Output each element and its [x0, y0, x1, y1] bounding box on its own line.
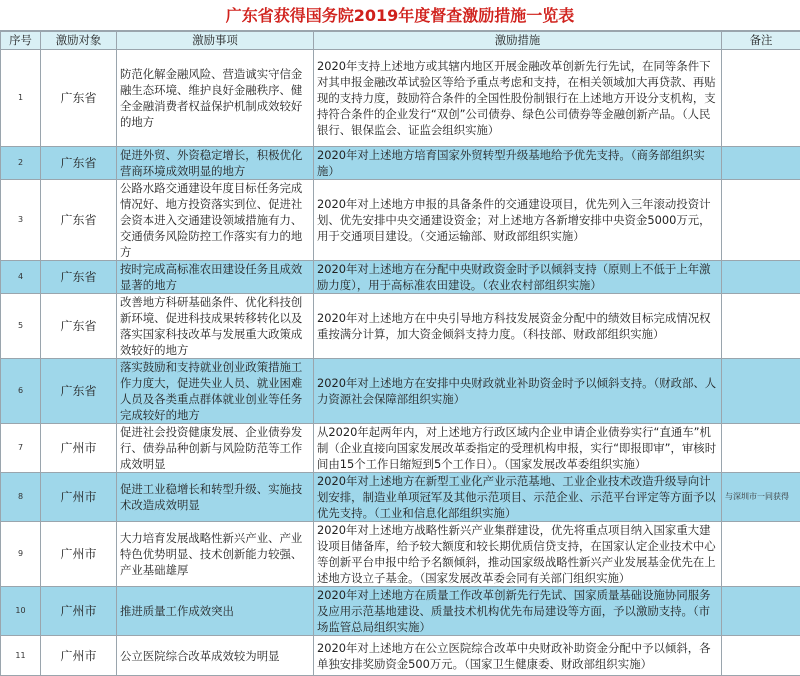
row-target: 广东省 [41, 261, 117, 294]
row-item [117, 50, 314, 147]
row-note [722, 587, 800, 636]
row-target: 广州市 [41, 522, 117, 587]
incentive-table [0, 31, 800, 676]
row-target: 广州市 [41, 473, 117, 522]
table-row [1, 636, 800, 676]
row-item-text: 促进社会投资健康发展、企业债券发行、债券品种创新与风险防范等工作成效明显 [120, 424, 310, 472]
row-item-text: 促进工业稳增长和转型升级、实施技术改造成效明显 [120, 481, 310, 513]
row-note [722, 50, 800, 147]
row-measure [314, 522, 722, 587]
row-note [722, 147, 800, 180]
row-measure-text: 2020年对上述地方在中央引导地方科技发展资金分配中的绩效目标完成情况权重按满分计算，加大资金倾斜支持力度。（科技部、财政部组织实施） [317, 310, 718, 342]
row-measure [314, 424, 722, 473]
row-measure [314, 50, 722, 147]
row-index: 8 [1, 473, 41, 522]
row-index: 6 [1, 359, 41, 424]
header-measure: 激励措施 [314, 32, 722, 50]
row-item-text: 推进质量工作成效突出 [120, 603, 310, 619]
row-item [117, 424, 314, 473]
row-item [117, 359, 314, 424]
row-index: 2 [1, 147, 41, 180]
row-item [117, 473, 314, 522]
row-item-text: 公立医院综合改革成效较为明显 [120, 648, 310, 664]
table-row [1, 50, 800, 147]
row-item-text: 按时完成高标准农田建设任务且成效显著的地方 [120, 261, 310, 293]
row-measure-text: 2020年对上述地方战略性新兴产业集群建设，优先将重点项目纳入国家重大建设项目储备库，给予较大额度和较长期优质信贷支持，在国家认定企业技术中心等创新平台申报中给予名额倾斜，推动国家级战略性新兴产业发展基金优先在上述地方设立子基金。（国家发展改革委会同有关部门组织实施） [317, 522, 718, 586]
row-target: 广州市 [41, 424, 117, 473]
row-index: 7 [1, 424, 41, 473]
row-item-text: 防范化解金融风险、营造诚实守信金融生态环境、维护良好金融秩序、健全金融消费者权益保护机制成效较好的地方 [120, 66, 310, 130]
row-target: 广东省 [41, 294, 117, 359]
row-note [722, 261, 800, 294]
table-row [1, 180, 800, 261]
row-measure [314, 147, 722, 180]
row-index: 9 [1, 522, 41, 587]
row-measure-text: 2020年对上述地方在新型工业化产业示范基地、工业企业技术改造升级导向计划安排，制造业单项冠军及其他示范项目、示范企业、示范平台评定等方面予以优先支持。（工业和信息化部组织实施） [317, 473, 718, 521]
row-item [117, 180, 314, 261]
row-note [722, 359, 800, 424]
row-measure-text: 2020年支持上述地方或其辖内地区开展金融改革创新先行先试，在同等条件下对其申报金融改革试验区等给予重点考虑和支持，在相关领域加大再贷款、再贴现的支持力度，鼓励符合条件的全国性股份制银行在上述地方开设分支机构，支持符合条件的企业发行“双创”公司债券、绿色公司债券等金融创新产品。（人民银行、银保监会、证监会组织实施） [317, 58, 718, 138]
row-target: 广州市 [41, 636, 117, 676]
row-item [117, 636, 314, 676]
row-measure-text: 2020年对上述地方培育国家外贸转型升级基地给予优先支持。（商务部组织实施） [317, 147, 718, 179]
table-header-row [1, 32, 800, 50]
row-item-text: 落实鼓励和支持就业创业政策措施工作力度大，促进失业人员、就业困难人员及各类重点群体就业创业等任务完成较好的地方 [120, 359, 310, 423]
row-measure-text: 2020年对上述地方在质量工作改革创新先行先试、国家质量基础设施协同服务及应用示范基地建设、质量技术机构优先布局建设等方面，予以激励支持。（市场监管总局组织实施） [317, 587, 718, 635]
table-row [1, 473, 800, 522]
row-measure [314, 359, 722, 424]
row-note [722, 522, 800, 587]
row-note [722, 424, 800, 473]
row-measure-text: 2020年对上述地方在公立医院综合改革中央财政补助资金分配中予以倾斜，各单独安排奖励资金500万元。（国家卫生健康委、财政部组织实施） [317, 640, 718, 672]
row-note: 与深圳市一同获得 [722, 473, 800, 522]
row-item [117, 147, 314, 180]
page-title: 广东省获得国务院2019年度督查激励措施一览表 [0, 0, 800, 31]
row-measure [314, 636, 722, 676]
row-target: 广东省 [41, 180, 117, 261]
row-item-text: 大力培育发展战略性新兴产业、产业特色优势明显、技术创新能力较强、产业基础雄厚 [120, 530, 310, 578]
row-measure [314, 587, 722, 636]
row-item [117, 261, 314, 294]
row-measure-text: 从2020年起两年内，对上述地方行政区域内企业申请企业债券实行“直通车”机制（企业直接向国家发展改革委指定的受理机构申报，实行“即报即审”，审核时间由15个工作日缩短到5个工作日）。（国家发展改革委组织实施） [317, 424, 718, 472]
header-item: 激励事项 [117, 32, 314, 50]
row-target: 广东省 [41, 147, 117, 180]
header-index: 序号 [1, 32, 41, 50]
row-index: 5 [1, 294, 41, 359]
table-row [1, 294, 800, 359]
row-note [722, 636, 800, 676]
row-index: 3 [1, 180, 41, 261]
table-row [1, 424, 800, 473]
table-row [1, 147, 800, 180]
header-target: 激励对象 [41, 32, 117, 50]
row-target: 广州市 [41, 587, 117, 636]
row-measure-text: 2020年对上述地方在分配中央财政资金时予以倾斜支持（原则上不低于上年激励力度），用于高标准农田建设。（农业农村部组织实施） [317, 261, 718, 293]
table-row [1, 359, 800, 424]
table-row [1, 587, 800, 636]
row-item [117, 587, 314, 636]
row-index: 4 [1, 261, 41, 294]
row-item-text: 公路水路交通建设年度目标任务完成情况好、地方投资落实到位、促进社会资本进入交通建设领域措施有力、交通债务风险防控工作落实有力的地方 [120, 180, 310, 260]
row-measure [314, 294, 722, 359]
row-target: 广东省 [41, 50, 117, 147]
row-target: 广东省 [41, 359, 117, 424]
table-row [1, 261, 800, 294]
row-index: 1 [1, 50, 41, 147]
row-item [117, 522, 314, 587]
row-item [117, 294, 314, 359]
row-note [722, 294, 800, 359]
row-index: 11 [1, 636, 41, 676]
table-row [1, 522, 800, 587]
row-note [722, 180, 800, 261]
row-item-text: 改善地方科研基础条件、优化科技创新环境、促进科技成果转移转化以及落实国家科技改革与发展重大政策成效较好的地方 [120, 294, 310, 358]
row-measure-text: 2020年对上述地方申报的具备条件的交通建设项目，优先列入三年滚动投资计划、优先安排中央交通建设资金；对上述地方各新增安排中央资金5000万元，用于交通项目建设。（交通运输部、财政部组织实施） [317, 196, 718, 244]
row-item-text: 促进外贸、外资稳定增长，积极优化营商环境成效明显的地方 [120, 147, 310, 179]
row-index: 10 [1, 587, 41, 636]
row-measure [314, 180, 722, 261]
row-measure [314, 473, 722, 522]
row-measure [314, 261, 722, 294]
header-note: 备注 [722, 32, 800, 50]
row-measure-text: 2020年对上述地方在安排中央财政就业补助资金时予以倾斜支持。（财政部、人力资源社会保障部组织实施） [317, 375, 718, 407]
